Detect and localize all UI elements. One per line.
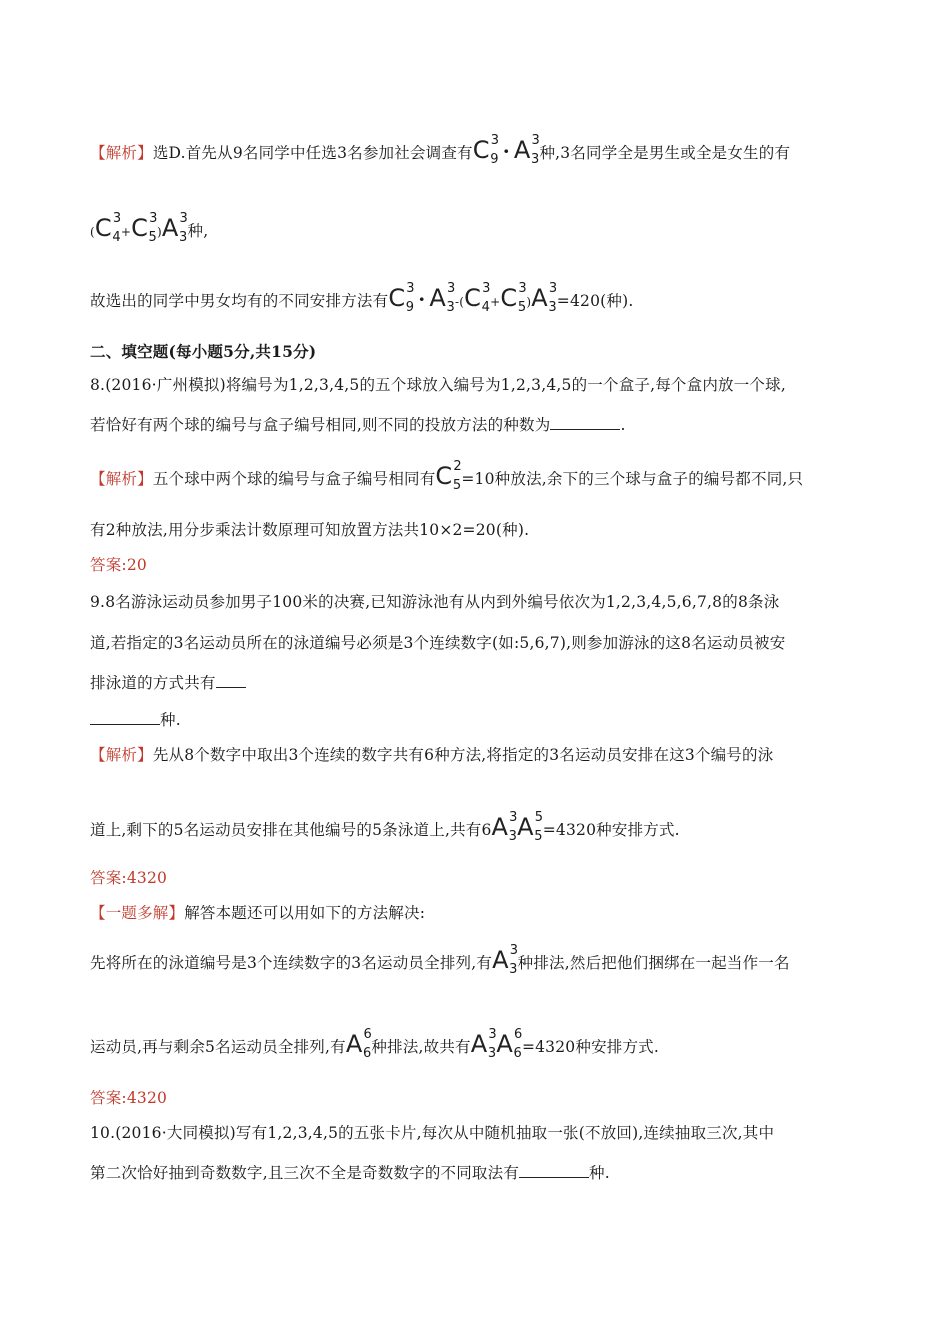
arrangement-A-3-3: $A^3_3$ (491, 810, 518, 844)
sol7-line3: 故选出的同学中男女均有的不同安排方法有$C^3_9 \cdot A^3_3-(C^3_4+C^3_5)A^3_3=420$(种). (90, 281, 634, 315)
combination-C-5-2: $C^2_5$ (435, 459, 462, 493)
q9-line1: 9.8名游泳运动员参加男子100米的决赛,已知游泳池有从内到外编号依次为1,2,3,4,5,6,7,8的8条泳 (90, 593, 780, 611)
combination-C-5-3: $C^3_5$ (131, 211, 158, 245)
arrangement-A-3-3: $A^3_3$ (513, 133, 540, 167)
arrangement-A-3-3: $A^3_3$ (429, 281, 456, 315)
q8-solution: 【解析】五个球中两个球的编号与盒子编号相同有$C^2_5=10$种放法,余下的三个球与盒子的编号都不同,只 (90, 459, 804, 493)
analysis-tag: 【解析】 (90, 470, 153, 488)
arrangement-A-5-5: $A^5_5$ (517, 810, 544, 844)
q8-line1: 8.(2016·广州模拟)将编号为1,2,3,4,5的五个球放入编号为1,2,3,4,5的一个盒子,每个盒内放一个球, (90, 376, 786, 394)
combination-C-9-3: $C^3_9$ (472, 133, 500, 167)
answer-blank (216, 686, 246, 688)
q8-line2: 若恰好有两个球的编号与盒子编号相同,则不同的投放方法的种数为 . (90, 416, 626, 434)
text: 选D.首先从9名同学中任选3名参加社会调查有 (152, 144, 473, 162)
sol7-line1 (90, 133, 791, 167)
q9-answer-2: 答案:4320 (90, 1089, 168, 1107)
q9-alt-method: 【一题多解】解答本题还可以用如下的方法解决: (90, 904, 426, 922)
text: 种,3名同学全是男生或全是女生的有 (539, 144, 791, 162)
answer-blank (550, 428, 620, 430)
multi-solution-tag: 【一题多解】 (90, 904, 185, 922)
text: =420(种). (556, 292, 634, 310)
q9-answer: 答案:4320 (90, 869, 168, 887)
q9-alt-line2: 先将所在的泳道编号是3个连续数字的3名运动员全排列,有$A^3_3$种排法,然后把他们捆绑在一起当作一名 (90, 943, 790, 977)
q9-line3: 排泳道的方式共有 (90, 671, 246, 693)
answer-blank (519, 1176, 589, 1178)
combination-C-4-3: $C^3_4$ (94, 211, 122, 245)
section-title: 二、填空题(每小题5分,共15分) (90, 342, 317, 361)
text: 种, (187, 222, 209, 240)
combination-C-5-3: $C^3_5$ (500, 281, 527, 315)
combination-C-9-3: $C^3_9$ (388, 281, 415, 315)
q8-answer: 答案:20 (90, 556, 147, 574)
arrangement-A-3-3: $A^3_3$ (531, 281, 558, 315)
q9-line4: 种. (90, 708, 181, 730)
q10-line1: 10.(2016·大同模拟)写有1,2,3,4,5的五张卡片,每次从中随机抽取一张(不放回),连续抽取三次,其中 (90, 1124, 775, 1142)
combination-C-4-3: $C^3_4$ (464, 281, 491, 315)
q8-solution-line2: 有2种放法,用分步乘法计数原理可知放置方法共10×2=20(种). (90, 521, 530, 539)
arrangement-A-3-3: $A^3_3$ (492, 943, 519, 977)
analysis-tag: 【解析】 (90, 746, 153, 764)
arrangement-A-6-6: $A^6_6$ (496, 1027, 523, 1061)
arrangement-A-3-3: $A^3_3$ (470, 1027, 497, 1061)
text: 故选出的同学中男女均有的不同安排方法有 (90, 292, 389, 310)
arrangement-A-3-3: $A^3_3$ (161, 211, 189, 245)
q9-solution: 【解析】先从8个数字中取出3个连续的数字共有6种方法,将指定的3名运动员安排在这3个编号的泳 (90, 746, 774, 764)
analysis-tag: 【解析】 (90, 144, 153, 162)
multiply-dot: · (502, 139, 510, 163)
q9-line2: 道,若指定的3名运动员所在的泳道编号必须是3个连续数字(如:5,6,7),则参加游泳的这8名运动员被安 (90, 634, 786, 652)
q10-line2: 第二次恰好抽到奇数数字,且三次不全是奇数数字的不同取法有 种. (90, 1164, 610, 1182)
q9-solution-line2: 道上,剩下的5名运动员安排在其他编号的5条泳道上,共有$6A^3_3A^5_5=4320$种安排方式. (90, 810, 680, 844)
sol7-line2: $(C^3_4+C^3_5)A^3_3$种, (90, 211, 209, 245)
answer-blank (90, 723, 160, 725)
arrangement-A-6-6: $A^6_6$ (345, 1027, 372, 1061)
q9-alt-line3: 运动员,再与剩余5名运动员全排列,有$A^6_6$种排法,故共有$A^3_3A^6_6=4320$种安排方式. (90, 1027, 659, 1061)
